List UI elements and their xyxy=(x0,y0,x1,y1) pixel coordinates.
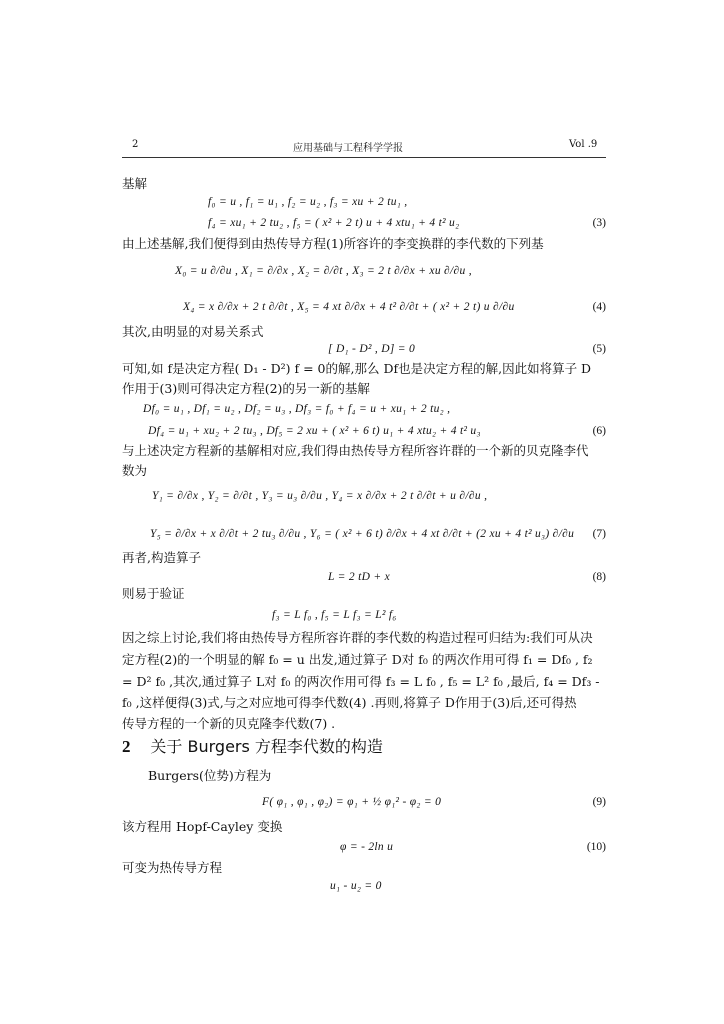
equation-7-line1: Y₁ = ∂/∂x , Y₂ = ∂/∂t , Y₃ = u₃ ∂/∂u , Y₄ = x ∂/∂x + 2 t ∂/∂t + u ∂/∂u , xyxy=(152,490,488,502)
equation-number-7: (7) xyxy=(592,528,606,540)
running-header-volume: Vol .9 xyxy=(569,139,598,150)
paragraph-burgers: Burgers(位势)方程为 xyxy=(148,768,272,783)
equation-4-line1: X₀ = u ∂/∂u , X₁ = ∂/∂x , X₂ = ∂/∂t , X₃ = 2 t ∂/∂x + xu ∂/∂u , xyxy=(175,265,472,277)
header-rule xyxy=(122,157,606,158)
paragraph-commutation: 其次,由明显的对易关系式 xyxy=(122,324,264,339)
paragraph-construct-operator: 再者,构造算子 xyxy=(122,550,201,565)
equation-heat: u₁ - u₂ = 0 xyxy=(330,880,382,892)
paragraph-lie-basis: 由上述基解,我们便得到由热传导方程(1)所容许的李变换群的李代数的下列基 xyxy=(122,236,544,251)
section-number: 2 xyxy=(122,737,131,756)
equation-10: φ = - 2ln u xyxy=(340,841,394,853)
equation-3-line2: f₄ = xu₁ + 2 tu₂ , f₅ = ( x² + 2 t) u + 4 xtu₁ + 4 t² u₂ xyxy=(208,217,460,229)
equation-7-line2: Y₅ = ∂/∂x + x ∂/∂t + 2 tu₃ ∂/∂u , Y₆ = ( x² + 6 t) ∂/∂x + 4 xt ∂/∂t + (2 xu + 4 t² u₃) ∂/∂u xyxy=(150,528,575,540)
equation-number-6: (6) xyxy=(592,425,606,437)
paragraph-summary-1: 因之综上讨论,我们将由热传导方程所容许群的李代数的构造过程可归结为:我们可从决 xyxy=(122,630,593,645)
paragraph-operator-d-2: 作用于(3)则可得决定方程(2)的另一新的基解 xyxy=(122,381,370,396)
equation-9: F( φ₁ , φ₁ , φ₂) = φ₁ + ½ φ₁² - φ₂ = 0 xyxy=(262,796,442,808)
running-header-page: 2 xyxy=(132,139,139,150)
equation-6-line1: Df₀ = u₁ , Df₁ = u₂ , Df₂ = u₃ , Df₃ = f₀ + f₄ = u + xu₁ + 2 tu₂ , xyxy=(143,403,451,415)
equation-number-3: (3) xyxy=(592,217,606,229)
equation-8: L = 2 tD + x xyxy=(328,571,391,583)
section-heading-2 xyxy=(122,734,383,757)
paragraph-summary-5: 传导方程的一个新的贝克隆李代数(7) . xyxy=(122,716,336,731)
equation-number-4: (4) xyxy=(592,301,606,313)
paragraph-basic-solution: 基解 xyxy=(122,176,148,191)
section-title: 关于 Burgers 方程李代数的构造 xyxy=(150,737,383,756)
equation-verify: f₃ = L f₀ , f₅ = L f₃ = L² f₆ xyxy=(272,609,397,621)
paragraph-backlund-2: 数为 xyxy=(122,463,148,478)
equation-3-line1: f₀ = u , f₁ = u₁ , f₂ = u₂ , f₃ = xu + 2 tu₁ , xyxy=(208,196,408,208)
equation-number-9: (9) xyxy=(592,796,606,808)
paragraph-heat-equation: 可变为热传导方程 xyxy=(122,860,223,875)
paragraph-backlund-1: 与上述决定方程新的基解相对应,我们得由热传导方程所容许群的一个新的贝克隆李代 xyxy=(122,443,589,458)
paragraph-operator-d-1: 可知,如 f是决定方程( D₁ - D²) f = 0的解,那么 Df也是决定方程的解,因此如将算子 D xyxy=(122,361,592,376)
paragraph-summary-3: = D² f₀ ,其次,通过算子 L对 f₀ 的两次作用可得 f₃ = L f₀ , f₅ = L² f₀ ,最后, f₄ = Df₃ - xyxy=(122,674,600,689)
paragraph-summary-2: 定方程(2)的一个明显的解 f₀ = u 出发,通过算子 D对 f₀ 的两次作用可得 f₁ = Df₀ , f₂ xyxy=(122,652,593,667)
equation-4-line2: X₄ = x ∂/∂x + 2 t ∂/∂t , X₅ = 4 xt ∂/∂x + 4 t² ∂/∂t + ( x² + 2 t) u ∂/∂u xyxy=(183,301,515,313)
paragraph-hopf-cayley: 该方程用 Hopf-Cayley 变换 xyxy=(122,819,283,834)
equation-5: [ D₁ - D² , D] = 0 xyxy=(328,343,416,355)
equation-number-8: (8) xyxy=(592,571,606,583)
paragraph-summary-4: f₀ ,这样便得(3)式,与之对应地可得李代数(4) .再则,将算子 D作用于(3)后,还可得热 xyxy=(122,695,577,710)
running-header-journal: 应用基础与工程科学学报 xyxy=(293,143,403,154)
equation-6-line2: Df₄ = u₁ + xu₂ + 2 tu₃ , Df₅ = 2 xu + ( x² + 6 t) u₁ + 4 xtu₂ + 4 t² u₃ xyxy=(148,425,481,437)
equation-number-5: (5) xyxy=(592,343,606,355)
equation-number-10: (10) xyxy=(586,841,606,853)
paragraph-verify: 则易于验证 xyxy=(122,586,185,601)
